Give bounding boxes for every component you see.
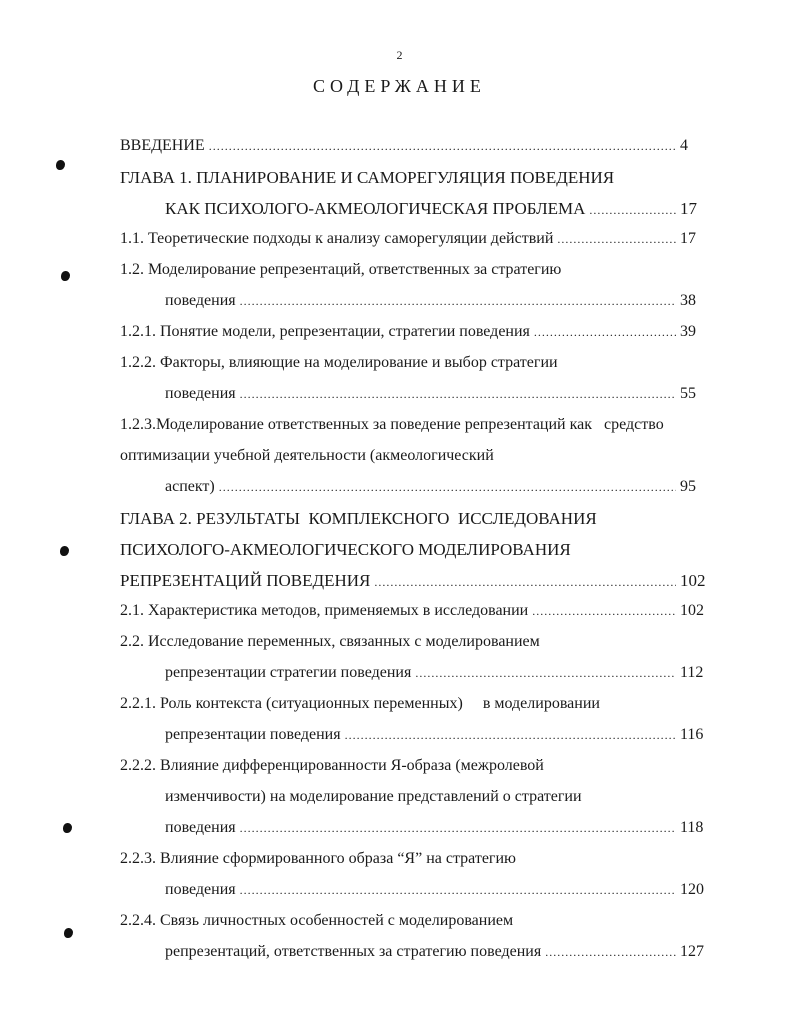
toc-entry-text: поведения xyxy=(165,819,236,836)
toc-entry-2-2[interactable] xyxy=(165,664,720,688)
toc-entry-1-2[interactable] xyxy=(165,292,720,316)
toc-entry-text: 1.1. Теоретические подходы к анализу саморегуляции действий xyxy=(120,230,554,247)
toc-entry-1-2-2[interactable] xyxy=(165,385,720,409)
toc-entry-chapter-1-heading[interactable] xyxy=(120,168,720,192)
toc-entry-text: 2.2.1. Роль контекста (ситуационных переменных) в моделировании xyxy=(120,695,600,712)
toc-entry-chapter-2[interactable] xyxy=(120,571,720,595)
leader-dots xyxy=(345,728,676,743)
toc-entry-text: изменчивости) на моделирование представлений о стратегии xyxy=(165,788,582,805)
toc-entry-text: РЕПРЕЗЕНТАЦИЙ ПОВЕДЕНИЯ xyxy=(120,571,371,590)
leader-dots xyxy=(534,325,676,340)
toc-page-number: 102 xyxy=(680,602,704,619)
leader-dots xyxy=(219,480,676,495)
toc-entry-2-1[interactable] xyxy=(120,602,720,626)
toc-entry-text: оптимизации учебной деятельности (акмеологический xyxy=(120,447,494,464)
toc-entry-2-2-1-heading[interactable] xyxy=(120,695,720,719)
toc-entry-text: репрезентации поведения xyxy=(165,726,341,743)
leader-dots xyxy=(240,387,676,402)
toc-entry-text: 2.2.4. Связь личностных особенностей с моделированием xyxy=(120,912,514,929)
toc-entry-text: 2.1. Характеристика методов, применяемых в исследовании xyxy=(120,602,529,619)
toc-entry-text: 1.2.1. Понятие модели, репрезентации, стратегии поведения xyxy=(120,323,530,340)
page-number: 2 xyxy=(396,48,403,62)
toc-page-number: 116 xyxy=(680,726,704,743)
punch-hole-mark xyxy=(61,271,70,281)
leader-dots xyxy=(557,232,676,247)
toc-page-number: 95 xyxy=(680,478,696,495)
toc-entry-text: 1.2.3.Моделирование ответственных за поведение репрезентаций как средство xyxy=(120,416,664,433)
leader-dots xyxy=(532,604,676,619)
toc-entry-text: 2.2. Исследование переменных, связанных с моделированием xyxy=(120,633,540,650)
toc-entry-chapter-2-heading[interactable] xyxy=(120,509,720,533)
leader-dots xyxy=(240,821,676,836)
toc-page-number: 4 xyxy=(680,137,688,154)
toc-entry-text: 2.2.3. Влияние сформированного образа “Я” на стратегию xyxy=(120,850,516,867)
toc-page-number: 127 xyxy=(680,943,704,960)
toc-entry-2-2-4-heading[interactable] xyxy=(120,912,720,936)
toc-page-number: 39 xyxy=(680,323,696,340)
toc-entry-1-2-3[interactable] xyxy=(165,478,720,502)
toc-entry-text: 1.2.2. Факторы, влияющие на моделирование и выбор стратегии xyxy=(120,354,558,371)
toc-entry-text: ПСИХОЛОГО-АКМЕОЛОГИЧЕСКОГО МОДЕЛИРОВАНИЯ xyxy=(120,540,571,559)
toc-page-number: 118 xyxy=(680,819,704,836)
toc-page-number: 120 xyxy=(680,881,704,898)
toc-entry-1-2-3-heading[interactable] xyxy=(120,416,740,440)
toc-page-number: 17 xyxy=(680,199,697,218)
toc-page-number: 112 xyxy=(680,664,704,681)
toc-entry-text: поведения xyxy=(165,881,236,898)
toc-entry-text: ГЛАВА 2. РЕЗУЛЬТАТЫ КОМПЛЕКСНОГО ИССЛЕДОВАНИЯ xyxy=(120,509,597,528)
toc-entry-text: ВВЕДЕНИЕ xyxy=(120,137,205,154)
toc-page-number: 38 xyxy=(680,292,696,309)
toc-entry-2-2-4[interactable] xyxy=(165,943,720,967)
punch-hole-mark xyxy=(60,546,69,556)
toc-entry-text: поведения xyxy=(165,385,236,402)
toc-entry-1-1[interactable] xyxy=(120,230,720,254)
leader-dots xyxy=(374,575,676,590)
leader-dots xyxy=(545,945,676,960)
leader-dots xyxy=(240,883,676,898)
toc-entry-1-2-1[interactable] xyxy=(120,323,720,347)
toc-entry-text: 1.2. Моделирование репрезентаций, ответственных за стратегию xyxy=(120,261,562,278)
toc-page-number: 102 xyxy=(680,571,706,590)
toc-entry-text: 2.2.2. Влияние дифференцированности Я-образа (межролевой xyxy=(120,757,544,774)
toc-entry-text: ГЛАВА 1. ПЛАНИРОВАНИЕ И САМОРЕГУЛЯЦИЯ ПОВЕДЕНИЯ xyxy=(120,168,615,187)
toc-entry-1-2-2-heading[interactable] xyxy=(120,354,720,378)
toc-entry-text: аспект) xyxy=(165,478,215,495)
toc-entry-2-2-1[interactable] xyxy=(165,726,720,750)
leader-dots xyxy=(209,139,676,154)
toc-entry-1-2-heading[interactable] xyxy=(120,261,720,285)
leader-dots xyxy=(415,666,676,681)
toc-entry-2-2-3-heading[interactable] xyxy=(120,850,720,874)
toc-entry-chapter-2-heading-cont[interactable] xyxy=(120,540,720,564)
toc-entry-2-2-2-heading[interactable] xyxy=(120,757,720,781)
leader-dots xyxy=(589,203,676,218)
leader-dots xyxy=(240,294,676,309)
punch-hole-mark xyxy=(56,160,65,170)
page-title: СОДЕРЖАНИЕ xyxy=(313,76,486,96)
toc-entry-2-2-2[interactable] xyxy=(165,819,720,843)
toc-entry-text: репрезентаций, ответственных за стратегию поведения xyxy=(165,943,542,960)
toc-entry-introduction[interactable] xyxy=(120,137,720,161)
toc-entry-1-2-3-heading-cont[interactable] xyxy=(120,447,720,471)
toc-entry-chapter-1[interactable] xyxy=(165,199,720,223)
toc-entry-2-2-heading[interactable] xyxy=(120,633,720,657)
punch-hole-mark xyxy=(63,823,72,833)
toc-entry-2-2-3[interactable] xyxy=(165,881,720,905)
toc-entry-2-2-2-heading-cont[interactable] xyxy=(165,788,720,812)
toc-page-number: 17 xyxy=(680,230,696,247)
toc-page-number: 55 xyxy=(680,385,696,402)
toc-entry-text: репрезентации стратегии поведения xyxy=(165,664,412,681)
toc-entry-text: поведения xyxy=(165,292,236,309)
toc-entry-text: КАК ПСИХОЛОГО-АКМЕОЛОГИЧЕСКАЯ ПРОБЛЕМА xyxy=(165,199,586,218)
punch-hole-mark xyxy=(64,928,73,938)
